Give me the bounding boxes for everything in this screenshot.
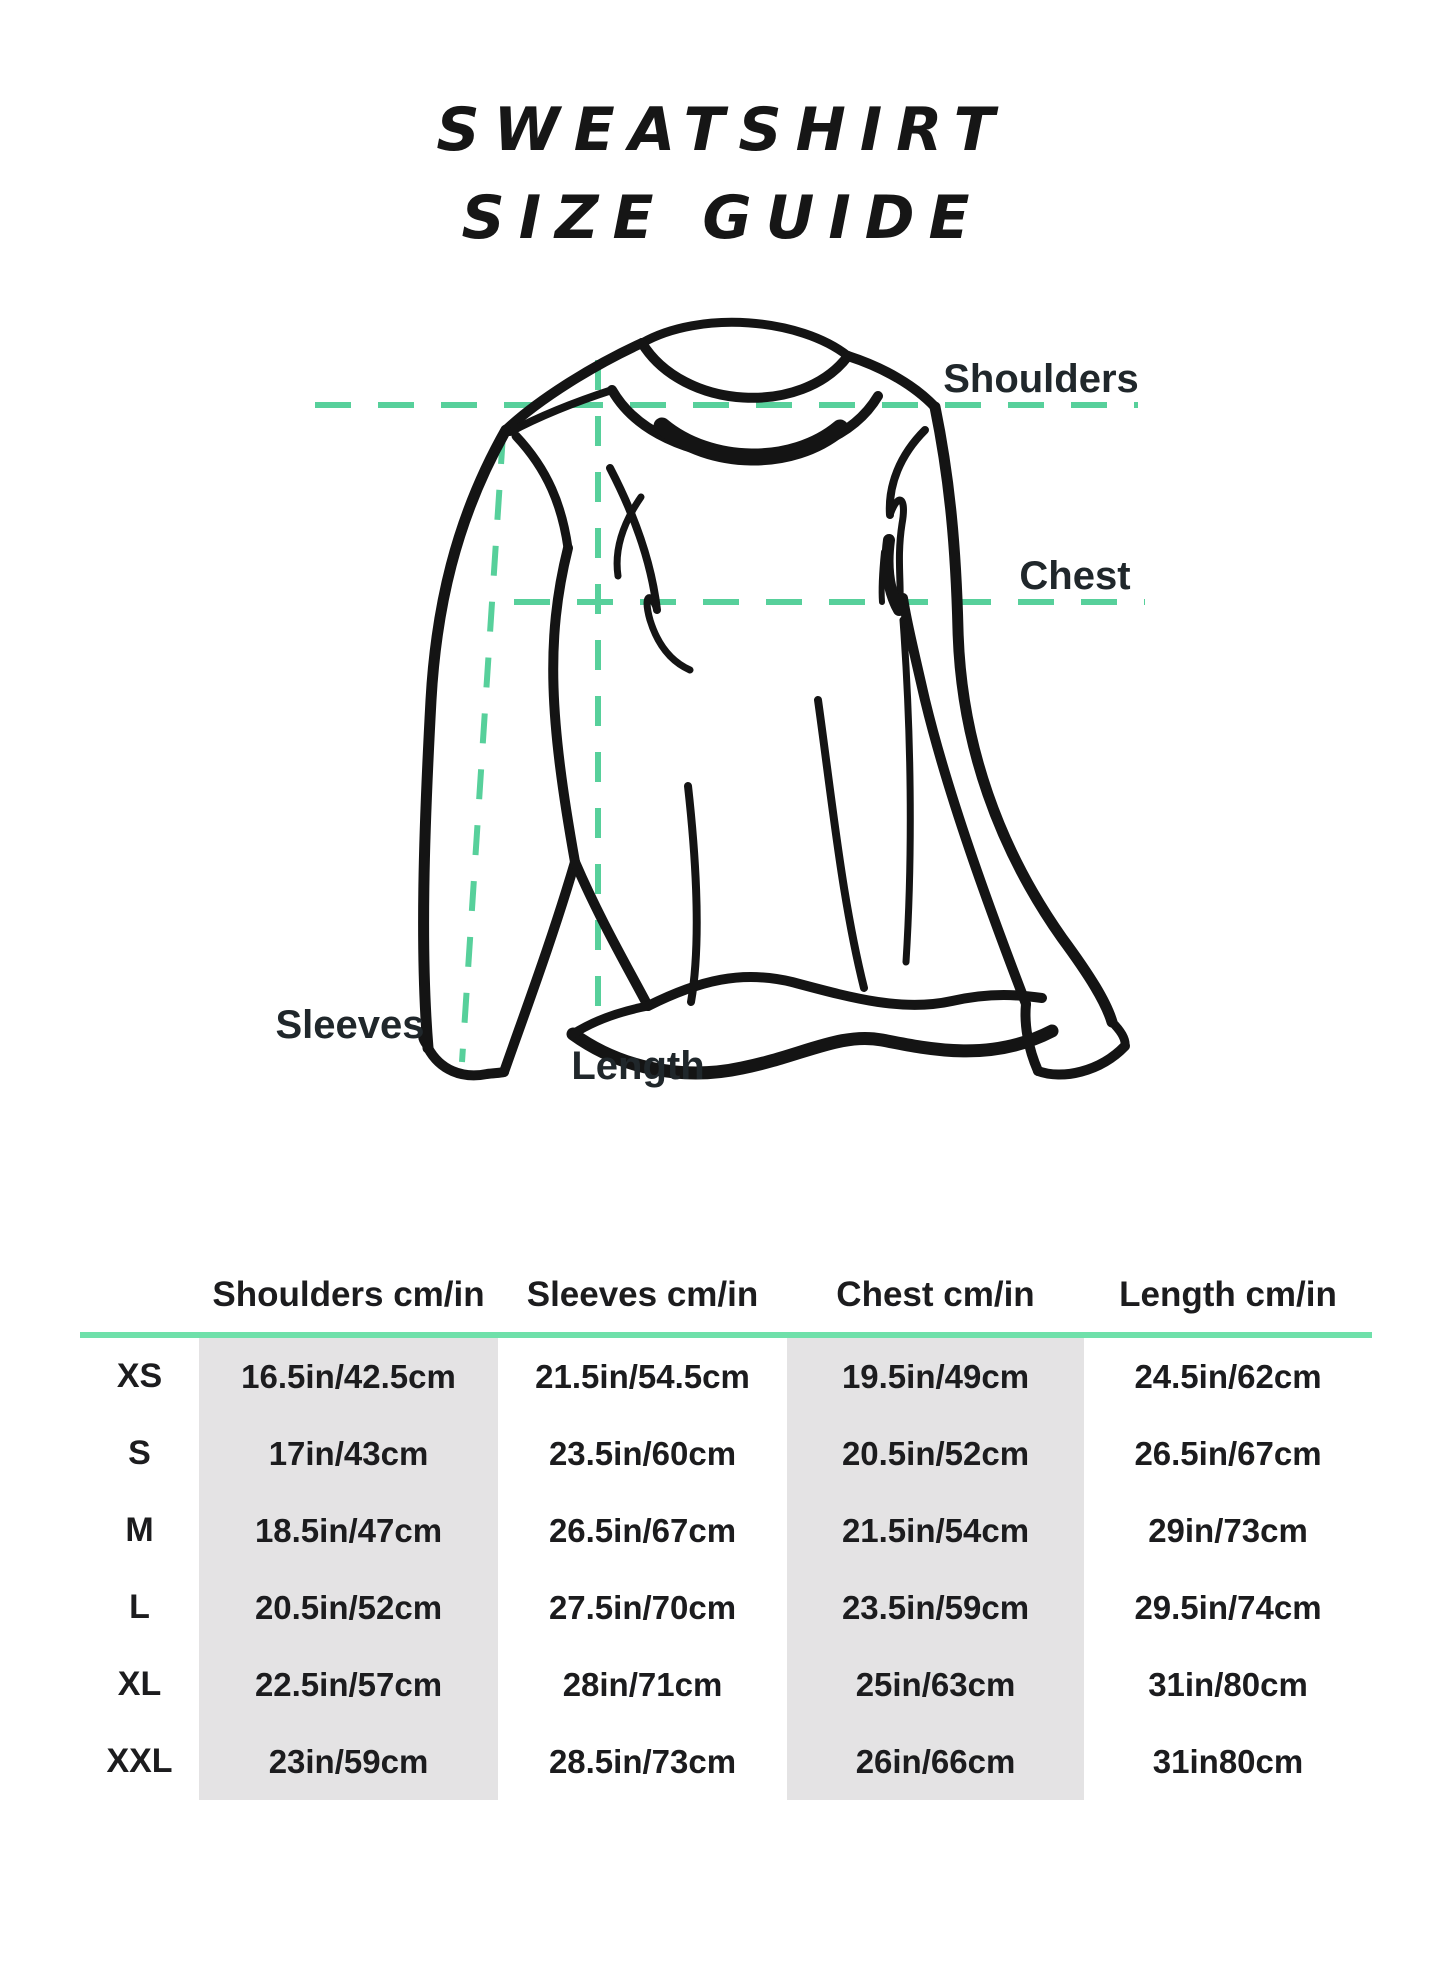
shoulders-value: 22.5in/57cm xyxy=(199,1646,498,1723)
length-value: 29in/73cm xyxy=(1148,1511,1308,1549)
title-line-2: SIZE GUIDE xyxy=(461,183,984,253)
length-value: 31in80cm xyxy=(1152,1742,1304,1780)
header-size xyxy=(80,1258,199,1332)
size-label: XXL xyxy=(106,1742,173,1780)
shoulders-label: Shoulders xyxy=(943,357,1139,401)
title-line-1: SWEATSHIRT xyxy=(436,95,1009,165)
header-chest: Chest cm/in xyxy=(836,1275,1035,1314)
length-value: 24.5in/62cm xyxy=(1134,1357,1322,1395)
chest-value: 20.5in/52cm xyxy=(787,1415,1084,1492)
chest-value: 25in/63cm xyxy=(787,1646,1084,1723)
sleeves-value: 27.5in/70cm xyxy=(548,1588,737,1626)
header-length: Length cm/in xyxy=(1119,1275,1337,1314)
table-row xyxy=(80,1415,1372,1492)
length-value: 29.5in/74cm xyxy=(1134,1588,1322,1626)
sleeves-label: Sleeves xyxy=(275,1003,425,1047)
shoulders-value: 23in/59cm xyxy=(199,1723,498,1800)
table-row xyxy=(80,1723,1372,1800)
size-label: L xyxy=(129,1588,150,1626)
table-header-row xyxy=(80,1258,1372,1332)
size-label: M xyxy=(125,1511,154,1549)
sweatshirt-ink xyxy=(422,322,1126,1075)
size-label: XS xyxy=(116,1357,163,1395)
length-value: 26.5in/67cm xyxy=(1134,1434,1322,1472)
sleeves-value: 26.5in/67cm xyxy=(548,1511,737,1549)
chest-value: 19.5in/49cm xyxy=(787,1338,1084,1415)
header-shoulders: Shoulders cm/in xyxy=(212,1275,485,1314)
chest-value: 21.5in/54cm xyxy=(787,1492,1084,1569)
table-row xyxy=(80,1646,1372,1723)
size-label: S xyxy=(128,1434,151,1472)
chest-label: Chest xyxy=(1019,554,1131,598)
table-row xyxy=(80,1338,1372,1415)
sleeves-measure-line xyxy=(462,434,503,1062)
table-row xyxy=(80,1492,1372,1569)
sleeves-value: 21.5in/54.5cm xyxy=(535,1357,750,1395)
shoulders-value: 16.5in/42.5cm xyxy=(199,1338,498,1415)
header-sleeves: Sleeves cm/in xyxy=(526,1275,759,1314)
size-table xyxy=(80,1258,1372,1800)
sleeves-value: 28.5in/73cm xyxy=(548,1742,737,1780)
shoulders-value: 17in/43cm xyxy=(199,1415,498,1492)
sleeves-value: 28in/71cm xyxy=(562,1665,723,1703)
table-row xyxy=(80,1569,1372,1646)
size-label: XL xyxy=(117,1665,162,1703)
length-value: 31in/80cm xyxy=(1148,1665,1308,1703)
length-label: Length xyxy=(571,1044,705,1088)
shoulders-value: 18.5in/47cm xyxy=(199,1492,498,1569)
sleeves-value: 23.5in/60cm xyxy=(548,1434,737,1472)
chest-value: 26in/66cm xyxy=(787,1723,1084,1800)
chest-value: 23.5in/59cm xyxy=(787,1569,1084,1646)
shoulders-value: 20.5in/52cm xyxy=(199,1569,498,1646)
